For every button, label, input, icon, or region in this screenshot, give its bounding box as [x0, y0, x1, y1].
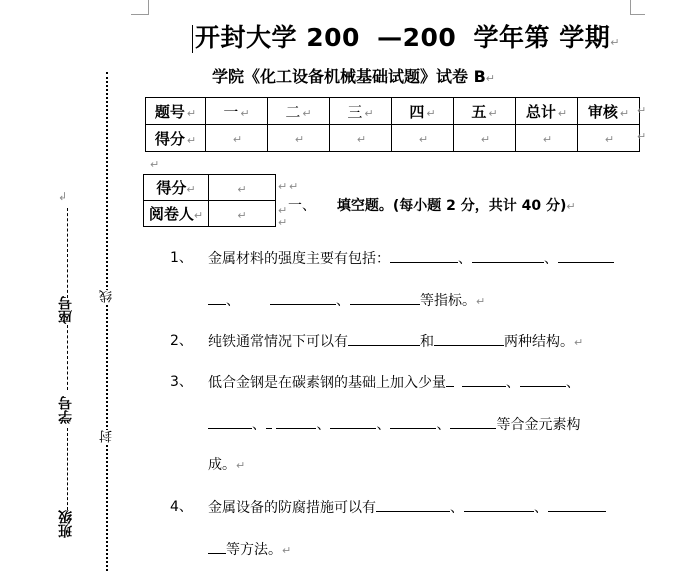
answer-blank[interactable]: [266, 414, 272, 429]
paragraph-mark: ↵: [610, 36, 620, 49]
answer-blank[interactable]: [558, 248, 614, 263]
paragraph-mark: ↵: [282, 544, 292, 557]
answer-blank[interactable]: [548, 497, 606, 512]
answer-blank[interactable]: [350, 290, 420, 305]
score-table-score-row: [146, 125, 640, 152]
paragraph-mark: ↵: [289, 180, 299, 193]
section-heading: [288, 195, 576, 215]
paragraph-mark: ↵: [566, 200, 576, 213]
class-label: 班级: [58, 510, 74, 538]
question-3-line-2: 、 、 、 、 等合金元素构: [208, 414, 580, 435]
class-field-line: [67, 428, 68, 510]
score-table: [145, 97, 640, 152]
question-number: 4、: [170, 499, 193, 515]
student-id-label: 学号: [58, 396, 74, 424]
score-input-cell[interactable]: ↵: [268, 125, 330, 152]
question-text: 等合金元素构: [496, 417, 581, 433]
score-input-cell[interactable]: ↵: [578, 125, 640, 152]
answer-blank[interactable]: [376, 497, 450, 512]
title-semester: 学年第 学期: [473, 23, 611, 52]
text-cursor: [192, 25, 193, 53]
score-table-cell: 二 ↵: [268, 98, 330, 125]
corner-mark-top-right: [630, 0, 645, 15]
question-number: 3、: [170, 374, 193, 390]
score-table-cell: 三 ↵: [330, 98, 392, 125]
paragraph-mark: ↵: [278, 204, 288, 217]
question-text: 低合金钢是在碳素钢的基础上加入少量: [208, 375, 446, 391]
question-number: 1、: [170, 250, 193, 266]
question-text: 金属材料的强度主要有包括：: [208, 251, 390, 267]
title-school-year-end: —200: [377, 23, 457, 52]
question-number: 2、: [170, 333, 193, 349]
question-text: 等指标。: [420, 293, 476, 309]
score-table-cell: 总计 ↵: [516, 98, 578, 125]
score-table-cell: 得分 ↵: [146, 125, 206, 152]
answer-blank[interactable]: [472, 248, 544, 263]
question-3-line-1: 低合金钢是在碳素钢的基础上加入少量 、 、: [208, 372, 580, 393]
grader-reader-label: 阅卷人↵: [144, 201, 209, 227]
paragraph-mark: ↵: [574, 336, 584, 349]
question-1-line-1: 金属材料的强度主要有包括： 、 、: [208, 248, 614, 269]
exam-subtitle: [212, 66, 495, 90]
paragraph-mark: ↵: [637, 130, 647, 143]
paragraph-mark: ↵: [150, 158, 160, 171]
answer-blank[interactable]: [208, 290, 226, 305]
anchor-mark: ↲: [58, 190, 68, 203]
binding-dotted-line: [106, 72, 108, 571]
seat-field-line: [67, 208, 68, 298]
answer-blank[interactable]: [520, 372, 566, 387]
answer-blank[interactable]: [276, 414, 316, 429]
answer-blank[interactable]: [390, 414, 436, 429]
answer-blank[interactable]: [434, 331, 504, 346]
score-table-cell: 一 ↵: [206, 98, 268, 125]
score-table-cell: 五 ↵: [454, 98, 516, 125]
score-input-cell[interactable]: ↵: [392, 125, 454, 152]
section-number: 一、: [288, 198, 316, 214]
paragraph-mark: ↵: [278, 216, 288, 229]
exam-title: [192, 20, 620, 56]
paragraph-mark: ↵: [485, 72, 495, 85]
paragraph-mark: ↵: [637, 104, 647, 117]
score-input-cell[interactable]: ↵: [330, 125, 392, 152]
answer-blank[interactable]: [208, 414, 252, 429]
answer-blank[interactable]: [446, 372, 454, 387]
paragraph-mark: ↵: [236, 459, 246, 472]
answer-blank[interactable]: [330, 414, 376, 429]
grader-reader-cell[interactable]: ↵: [209, 201, 276, 227]
answer-blank[interactable]: [450, 414, 496, 429]
answer-blank[interactable]: [390, 248, 458, 263]
paragraph-mark: ↵: [476, 295, 486, 308]
score-input-cell[interactable]: ↵: [454, 125, 516, 152]
question-text: 和: [420, 334, 434, 350]
binding-seal-label: 封: [100, 430, 115, 443]
grader-score-label: 得分↵: [144, 175, 209, 201]
student-id-field-line: [67, 325, 68, 390]
question-3-line-3: [208, 455, 245, 476]
answer-blank[interactable]: [348, 331, 420, 346]
paragraph-mark: ↵: [278, 180, 288, 193]
answer-blank[interactable]: [464, 497, 534, 512]
question-text: 纯铁通常情况下可以有: [208, 334, 348, 350]
score-table-header-row: [146, 98, 640, 125]
score-input-cell[interactable]: ↵: [516, 125, 578, 152]
question-text: 金属设备的防腐措施可以有: [208, 500, 376, 516]
answer-blank[interactable]: [270, 290, 336, 305]
question-4-line-2: [208, 539, 291, 561]
title-school-year-start: 开封大学 200: [195, 23, 360, 52]
question-text: 等方法。: [226, 542, 282, 558]
seat-number-label: 座号: [58, 296, 74, 324]
grader-table: [143, 174, 276, 227]
question-4-line-1: 金属设备的防腐措施可以有 、 、: [208, 497, 606, 518]
score-table-cell: 审核 ↵: [578, 98, 640, 125]
question-text: 成。: [208, 457, 236, 473]
score-table-cell: 题号 ↵: [146, 98, 206, 125]
question-text: 两种结构。: [504, 334, 574, 350]
answer-blank[interactable]: [462, 372, 506, 387]
answer-blank[interactable]: [208, 539, 226, 554]
question-2-line-1: [208, 331, 583, 353]
score-table-cell: 四 ↵: [392, 98, 454, 125]
corner-mark-top-left: [131, 0, 149, 15]
question-1-line-2: 、 、 等指标。↵: [208, 290, 485, 312]
subtitle-text: 学院《化工设备机械基础试题》试卷 B: [212, 67, 486, 86]
section-title: 填空题。(每小题 2 分，共计 40 分): [336, 198, 567, 214]
score-input-cell[interactable]: ↵: [206, 125, 268, 152]
binding-line-label: 线: [100, 290, 115, 303]
grader-score-cell[interactable]: ↵: [209, 175, 276, 201]
